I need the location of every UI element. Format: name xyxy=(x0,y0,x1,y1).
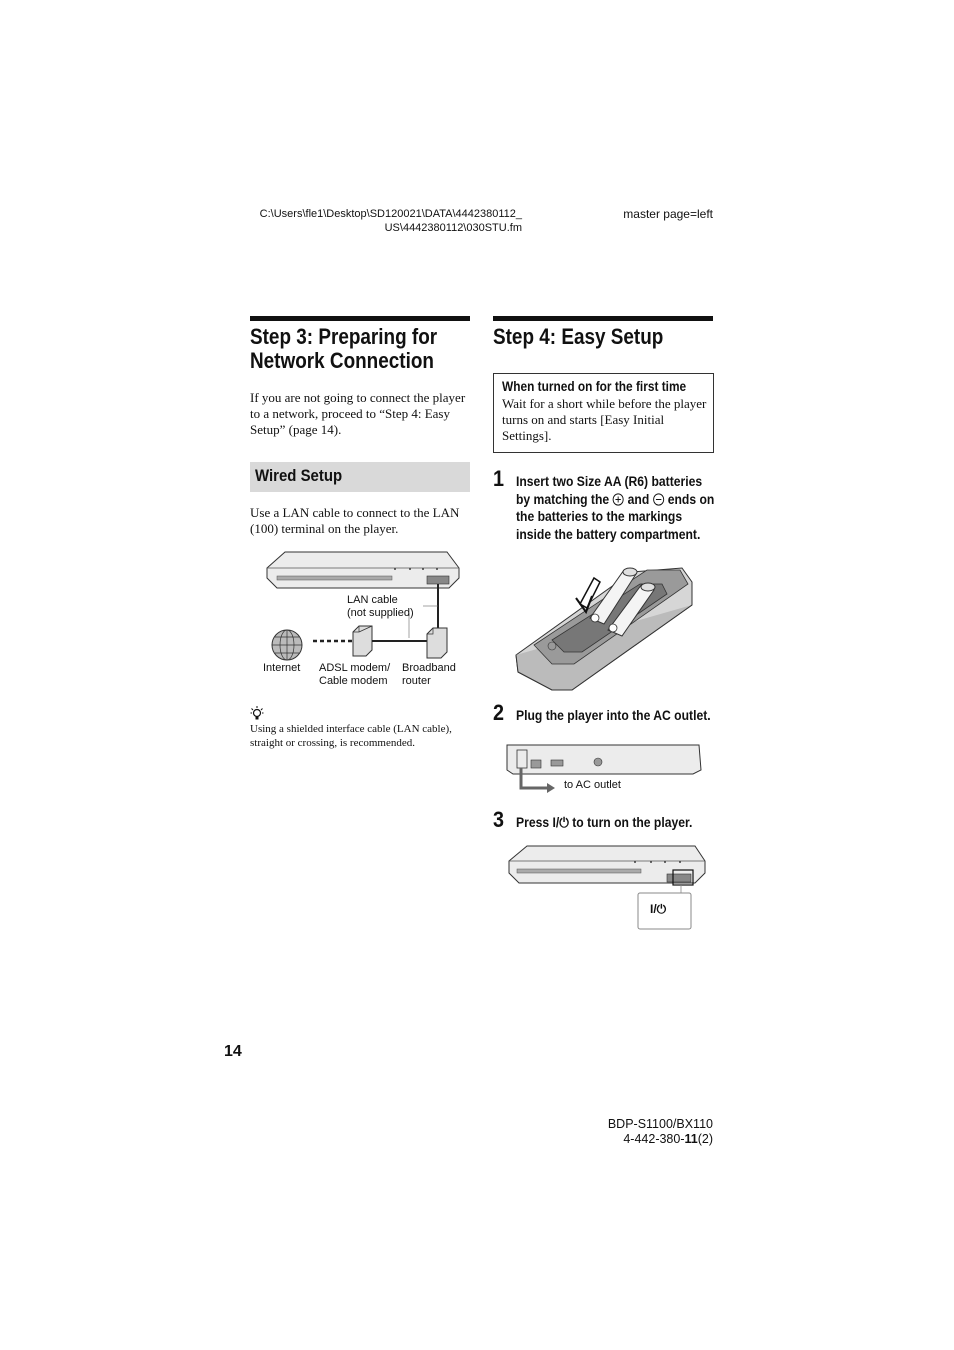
step1-line4: inside the battery compartment. xyxy=(516,526,701,542)
modem-label-line2: Cable modem xyxy=(319,675,388,687)
modem-illustration xyxy=(353,626,372,656)
router-label-line2: router xyxy=(402,675,431,687)
step1-line2 xyxy=(516,491,723,509)
master-page-label: master page=left xyxy=(623,207,713,221)
globe-icon xyxy=(272,630,302,660)
step3-instruction xyxy=(516,814,732,832)
router-illustration xyxy=(427,628,447,658)
step3-title-line1: Step 3: Preparing for xyxy=(250,324,438,349)
file-path-line1: C:\Users\fle1\Desktop\SD120021\DATA\4442380112_ xyxy=(259,208,522,220)
lightbulb-tip-icon xyxy=(250,705,264,721)
section-rule-left xyxy=(250,316,470,321)
minus-circle-icon xyxy=(653,493,665,506)
step1-line3: the batteries to the markings xyxy=(516,509,683,524)
file-path-line2: US\4442380112\030STU.fm xyxy=(384,222,522,234)
step1-line1: Insert two Size AA (R6) batteries xyxy=(516,474,703,489)
first-time-info-title: When turned on for the first time xyxy=(502,379,687,394)
step3-title-line2: Network Connection xyxy=(250,348,434,373)
player-illustration xyxy=(267,552,459,588)
step3-press: Press xyxy=(516,815,550,830)
power-button-label: I/⏻ xyxy=(650,902,667,916)
model-info xyxy=(560,1117,713,1147)
model-code-prefix: 4-442-380- xyxy=(623,1132,685,1146)
model-code-suffix: (2) xyxy=(697,1132,713,1146)
lan-cable-label-line2: (not supplied) xyxy=(347,607,414,619)
step2-number: 2 xyxy=(493,700,505,725)
step1-and: and xyxy=(627,491,650,507)
section-rule-right xyxy=(493,316,713,321)
step1-instruction xyxy=(516,473,723,543)
step4-title: Step 4: Easy Setup xyxy=(493,324,664,349)
first-time-info-body: Wait for a short while before the player turns on and starts [Easy Initial Settings]. xyxy=(502,396,707,443)
model-code-bold: 11 xyxy=(684,1132,698,1146)
step2-instruction: Plug the player into the AC outlet. xyxy=(516,708,711,723)
file-path xyxy=(230,207,522,235)
step3-title xyxy=(250,325,482,373)
plus-circle-icon xyxy=(613,493,625,506)
wired-setup-title: Wired Setup xyxy=(255,466,343,485)
internet-label: Internet xyxy=(263,662,301,674)
step3-rest: to turn on the player. xyxy=(572,815,693,830)
step1-line2-start: by matching the xyxy=(516,491,610,507)
step1-line2-end: ends on xyxy=(667,491,715,507)
tip-text: Using a shielded interface cable (LAN cable), straight or crossing, is recommended. xyxy=(250,723,452,749)
power-symbol-inline: I/⏻ xyxy=(552,815,569,830)
step1-number: 1 xyxy=(493,466,505,491)
modem-label xyxy=(319,662,390,688)
router-label xyxy=(402,662,456,688)
lan-cable-label xyxy=(347,594,414,620)
ac-outlet-label: to AC outlet xyxy=(564,779,621,791)
wired-setup-text: Use a LAN cable to connect to the LAN (100) terminal on the player. xyxy=(250,505,460,536)
step3-intro: If you are not going to connect the player to a network, proceed to “Step 4: Easy Setup” (page 14). xyxy=(250,390,466,437)
remote-battery-illustration xyxy=(512,560,697,695)
player-front-illustration xyxy=(505,843,715,933)
page-number: 14 xyxy=(224,1043,242,1060)
router-label-line1: Broadband xyxy=(402,662,456,674)
model-code xyxy=(560,1132,713,1147)
lan-cable-label-line1: LAN cable xyxy=(347,594,398,606)
model-name: BDP-S1100/BX110 xyxy=(607,1117,713,1131)
modem-label-line1: ADSL modem/ xyxy=(319,662,391,674)
step3-number: 3 xyxy=(493,807,505,832)
